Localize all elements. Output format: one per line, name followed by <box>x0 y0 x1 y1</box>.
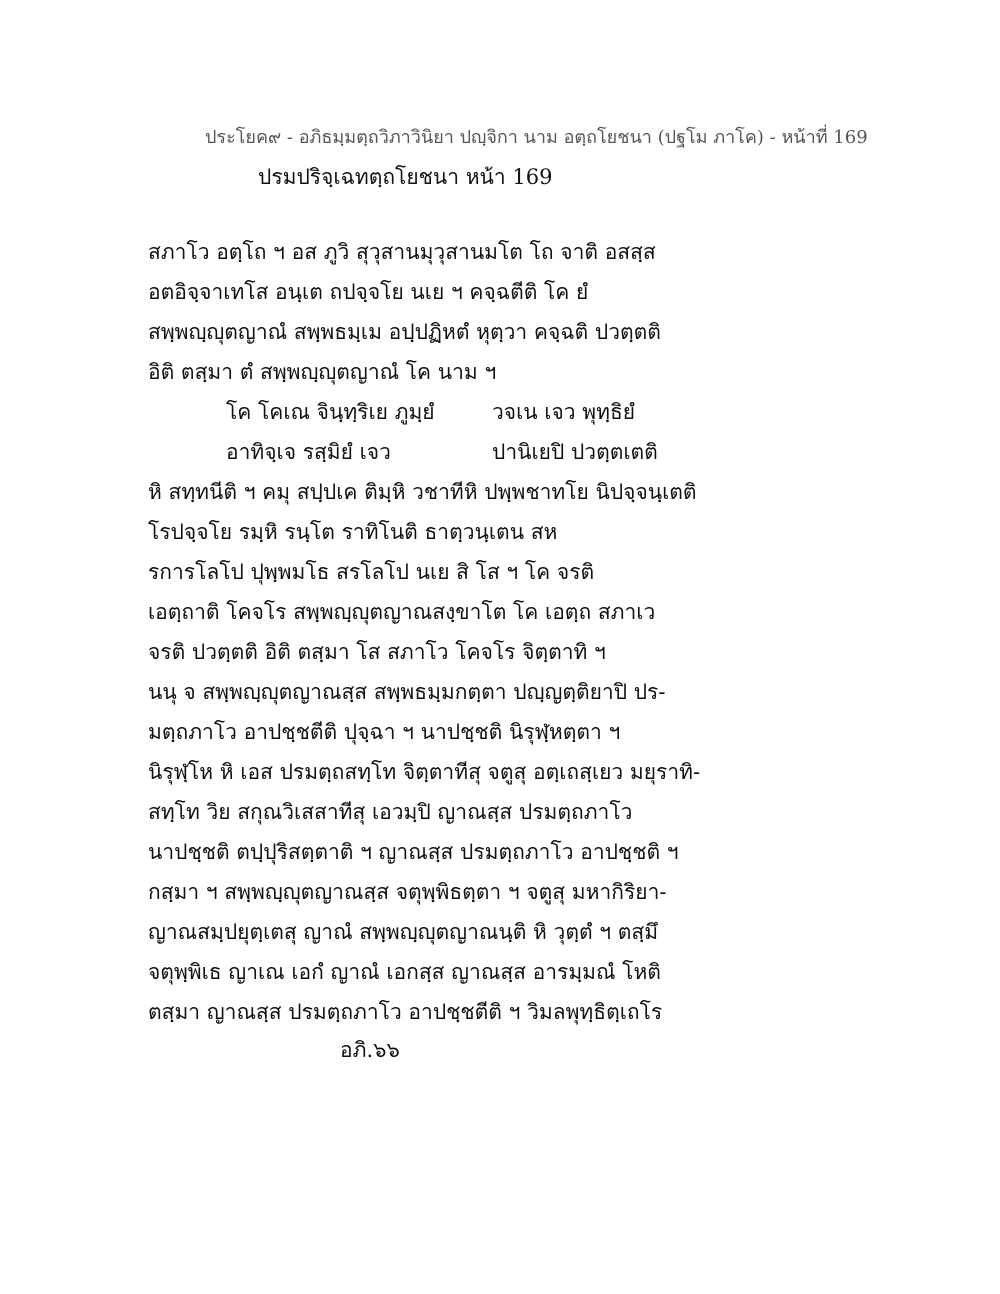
text-line: มตฺถภาโว อาปชฺชตีติ ปุจฺฉา ฯ นาปชฺชติ นิรุฬฺหตฺตา ฯ <box>148 720 621 744</box>
text-line: ญาณสมฺปยุตฺเตสุ ญาณํ สพฺพญฺญุตญาณนฺติ หิ วุตฺตํ ฯ ตสฺมึ <box>148 920 659 944</box>
text-line: ตสฺมา ญาณสฺส ปรมตฺถภาโว อาปชฺชตีติ ฯ วิมลพุทฺธิตฺเถโร <box>148 1000 663 1024</box>
text-line: เอตฺถาติ โคจโร สพฺพญฺญุตญาณสงฺขาโต โค เอตฺถ สภาเว <box>148 600 656 624</box>
page-footer: อภิ.๖๖ <box>340 1038 400 1062</box>
text-line: นาปชฺชติ ตปฺปุริสตฺตาติ ฯ ญาณสฺส ปรมตฺถภาโว อาปชฺชติ ฯ <box>148 840 679 864</box>
text-line: จตุพฺพิเธ ญาเณ เอกํ ญาณํ เอกสฺส ญาณสฺส อารมฺมณํ โหติ <box>148 960 661 984</box>
text-line: กสฺมา ฯ สพฺพญฺญุตญาณสฺส จตุพฺพิธตฺตา ฯ จตูสุ มหากิริยา- <box>148 880 667 904</box>
text-line: รการโลโป ปุพฺพมโธ สรโลโป นเย สิ โส ฯ โค จรติ <box>148 560 595 584</box>
verse-first-half: อาทิจฺเจ รสฺมิยํ เจว <box>226 440 391 464</box>
text-line: หิ สทฺทนีติ ฯ คมุ สปฺปเค ติมฺหิ วชาทีหิ ปพฺพชาทโย นิปจฺจนฺเตติ <box>148 480 697 504</box>
verse-first-half: โค โคเณ จินฺทฺริเย ภูมฺยํ <box>226 400 435 424</box>
text-line: นิรุฬฺโห หิ เอส ปรมตฺถสทฺโท จิตฺตาทีสุ จตูสุ อตฺเถสฺเยว มยุราทิ- <box>148 760 701 784</box>
text-line: นนุ จ สพฺพญฺญุตญาณสฺส สพฺพธมฺมกตฺตา ปญฺญตฺติยาปิ ปร- <box>148 680 666 704</box>
text-line: สทฺโท วิย สกุณวิเสสาทีสุ เอวมฺปิ ญาณสฺส ปรมตฺถภาโว <box>148 800 633 824</box>
verse-line <box>148 432 708 472</box>
verse-second-half: วจเน เจว พุทฺธิยํ <box>492 400 636 424</box>
text-line: สภาโว อตฺโถ ฯ อส ภูวิ สุวุสานมุวุสานมโต โถ จาติ อสสฺส <box>148 240 656 264</box>
verse-second-half: ปานิเยปิ ปวตฺตเตติ <box>492 440 658 464</box>
text-line: อิติ ตสฺมา ตํ สพฺพญฺญุตญาณํ โค นาม ฯ <box>148 360 497 384</box>
running-header: ประโยค๙ - อภิธมฺมตฺถวิภาวินิยา ปญฺจิกา นาม อตฺถโยชนา (ปฐโม ภาโค) - หน้าที่ 169 <box>205 127 868 148</box>
text-line: จรติ ปวตฺตติ อิติ ตสฺมา โส สภาโว โคจโร จิตฺตาทิ ฯ <box>148 640 606 664</box>
text-line: สพฺพญฺญุตญาณํ สพฺพธมฺเม อปฺปฏิหตํ หุตฺวา คจฺฉติ ปวตฺตติ <box>148 320 661 344</box>
body-text <box>148 232 708 1032</box>
text-line: โรปจฺจโย รมฺหิ รนฺโต ราทิโนติ ธาตฺวนฺเตน สห <box>148 520 558 544</box>
text-line: อตอิจฺจาเทโส อนฺเต ถปจฺจโย นเย ฯ คจฺฉตีติ โค ยํ <box>148 280 589 304</box>
verse-line <box>148 392 708 432</box>
page-subtitle: ปรมปริจฺเฉทตฺถโยชนา หน้า 169 <box>258 165 553 189</box>
